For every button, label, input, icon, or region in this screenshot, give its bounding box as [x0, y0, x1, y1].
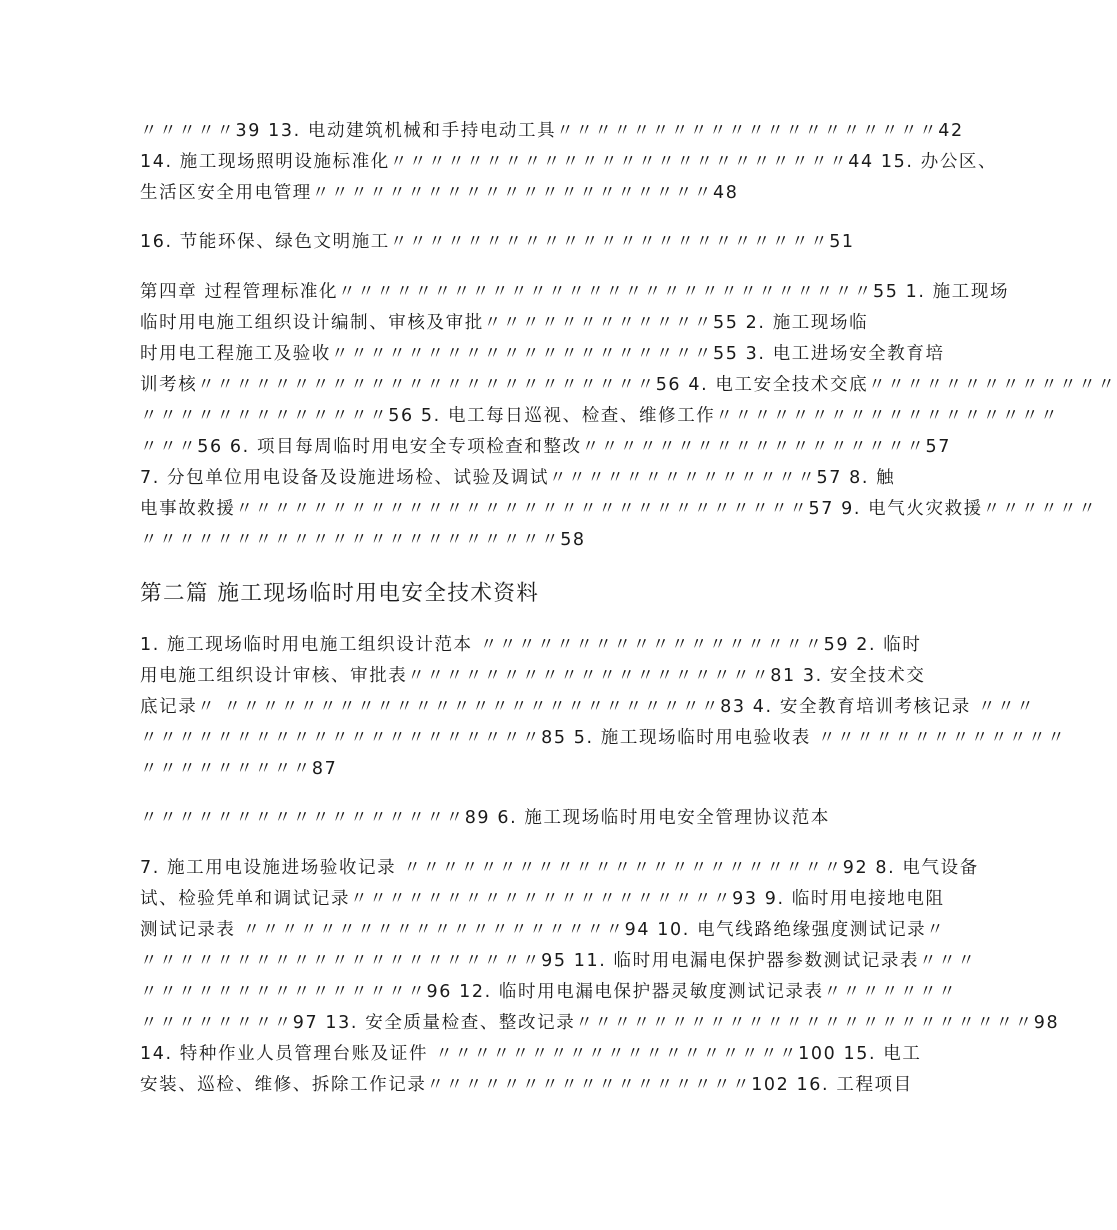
toc-block-part-2	[140, 630, 1067, 785]
toc-line: 底记录〃 〃〃〃〃〃〃〃〃〃〃〃〃〃〃〃〃〃〃〃〃〃〃〃〃〃〃83 4. 安全教育培训考核记录 〃〃〃	[140, 697, 1036, 717]
toc-line: 第四章 过程管理标准化〃〃〃〃〃〃〃〃〃〃〃〃〃〃〃〃〃〃〃〃〃〃〃〃〃〃〃〃55 1. 施工现场	[140, 282, 1010, 302]
toc-line: 〃〃〃56 6. 项目每周临时用电安全专项检查和整改〃〃〃〃〃〃〃〃〃〃〃〃〃〃〃〃〃〃57	[140, 437, 951, 457]
toc-line: 7. 施工用电设施进场验收记录 〃〃〃〃〃〃〃〃〃〃〃〃〃〃〃〃〃〃〃〃〃〃〃92 8. 电气设备	[140, 858, 979, 878]
toc-block-1	[140, 116, 998, 209]
toc-line: 生活区安全用电管理〃〃〃〃〃〃〃〃〃〃〃〃〃〃〃〃〃〃〃〃〃48	[140, 183, 739, 203]
toc-line: 14. 施工现场照明设施标准化〃〃〃〃〃〃〃〃〃〃〃〃〃〃〃〃〃〃〃〃〃〃〃〃44 15. 办公区、	[140, 152, 998, 172]
toc-line: 测试记录表 〃〃〃〃〃〃〃〃〃〃〃〃〃〃〃〃〃〃〃〃94 10. 电气线路绝缘强度测试记录〃	[140, 920, 946, 940]
toc-line: 〃〃〃〃〃〃〃〃〃〃〃〃〃〃〃〃〃〃〃〃〃〃58	[140, 530, 586, 550]
toc-line: 〃〃〃〃〃〃〃〃〃〃〃〃〃〃〃〃〃〃〃〃〃95 11. 临时用电漏电保护器参数测试记录表〃〃〃	[140, 951, 977, 971]
toc-line: 试、检验凭单和调试记录〃〃〃〃〃〃〃〃〃〃〃〃〃〃〃〃〃〃〃〃93 9. 临时用电接地电阻	[140, 889, 945, 909]
toc-line: 〃〃〃〃〃〃〃〃〃87	[140, 759, 338, 779]
toc-line: 〃〃〃〃〃〃〃〃〃〃〃〃〃〃〃〃〃〃〃〃〃85 5. 施工现场临时用电验收表 〃〃〃〃〃〃〃〃〃〃〃〃〃	[140, 728, 1067, 748]
toc-line: 7. 分包单位用电设备及设施进场检、试验及调试〃〃〃〃〃〃〃〃〃〃〃〃〃〃57 8. 触	[140, 468, 896, 488]
toc-line: 用电施工组织设计审核、审批表〃〃〃〃〃〃〃〃〃〃〃〃〃〃〃〃〃〃〃81 3. 安全技术交	[140, 666, 926, 686]
toc-block-6	[140, 803, 830, 834]
toc-line: 〃〃〃〃〃〃〃〃〃〃〃〃〃〃〃〃〃89 6. 施工现场临时用电安全管理协议范本	[140, 808, 830, 828]
toc-block-7	[140, 853, 1060, 1101]
toc-line: 电事故救援〃〃〃〃〃〃〃〃〃〃〃〃〃〃〃〃〃〃〃〃〃〃〃〃〃〃〃〃〃〃57 9. 电气火灾救援〃〃〃〃〃〃	[140, 499, 1098, 519]
toc-line: 安装、巡检、维修、拆除工作记录〃〃〃〃〃〃〃〃〃〃〃〃〃〃〃〃〃102 16. 工程项目	[140, 1075, 913, 1095]
section-heading: 第二篇 施工现场临时用电安全技术资料	[140, 581, 540, 606]
toc-line: 〃〃〃〃〃39 13. 电动建筑机械和手持电动工具〃〃〃〃〃〃〃〃〃〃〃〃〃〃〃〃〃〃〃〃42	[140, 121, 964, 141]
toc-line: 14. 特种作业人员管理台账及证件 〃〃〃〃〃〃〃〃〃〃〃〃〃〃〃〃〃〃〃100 15. 电工	[140, 1044, 922, 1064]
toc-line: 1. 施工现场临时用电施工组织设计范本 〃〃〃〃〃〃〃〃〃〃〃〃〃〃〃〃〃〃59 2. 临时	[140, 635, 922, 655]
toc-line: 时用电工程施工及验收〃〃〃〃〃〃〃〃〃〃〃〃〃〃〃〃〃〃〃〃55 3. 电工进场安全教育培	[140, 344, 945, 364]
toc-block-chapter-4	[140, 277, 1117, 556]
toc-line: 训考核〃〃〃〃〃〃〃〃〃〃〃〃〃〃〃〃〃〃〃〃〃〃〃〃56 4. 电工安全技术交底〃〃〃〃〃〃〃〃〃〃〃〃〃	[140, 375, 1117, 395]
toc-line: 〃〃〃〃〃〃〃〃97 13. 安全质量检查、整改记录〃〃〃〃〃〃〃〃〃〃〃〃〃〃〃〃〃〃〃〃〃〃〃〃98	[140, 1013, 1060, 1033]
toc-line: 〃〃〃〃〃〃〃〃〃〃〃〃〃〃〃96 12. 临时用电漏电保护器灵敏度测试记录表〃〃〃〃〃〃〃	[140, 982, 958, 1002]
toc-block-2	[140, 227, 855, 258]
toc-line: 16. 节能环保、绿色文明施工〃〃〃〃〃〃〃〃〃〃〃〃〃〃〃〃〃〃〃〃〃〃〃51	[140, 232, 855, 252]
toc-line: 〃〃〃〃〃〃〃〃〃〃〃〃〃56 5. 电工每日巡视、检查、维修工作〃〃〃〃〃〃〃〃〃〃〃〃〃〃〃〃〃〃	[140, 406, 1060, 426]
toc-line: 临时用电施工组织设计编制、审核及审批〃〃〃〃〃〃〃〃〃〃〃〃55 2. 施工现场临	[140, 313, 869, 333]
